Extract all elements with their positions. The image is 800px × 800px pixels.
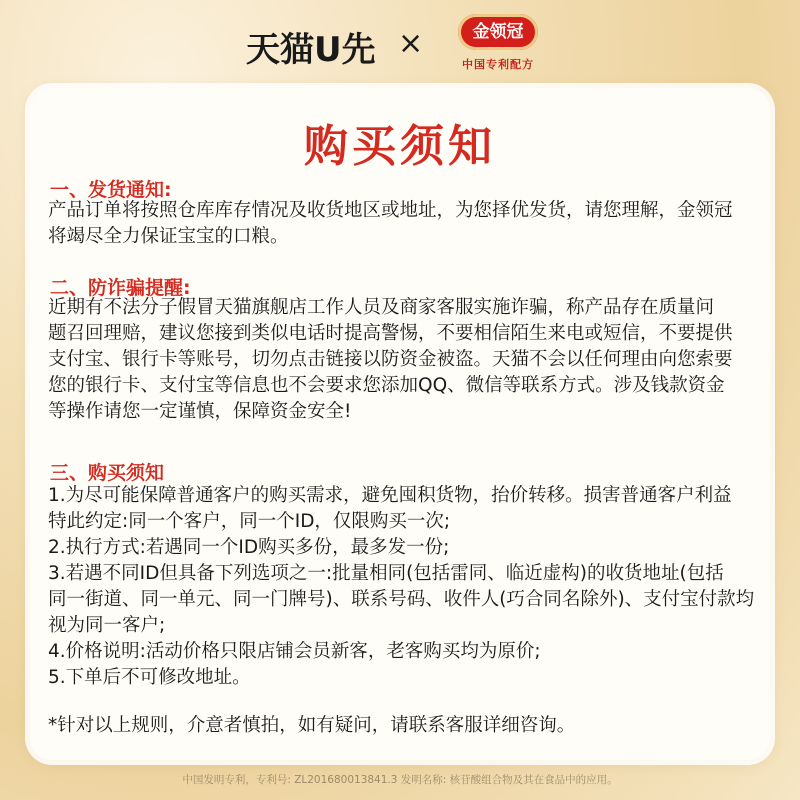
note-text: *针对以上规则，介意者慎拍，如有疑问，请联系客服详细咨询。 <box>48 715 576 736</box>
text-line: 3.若遇不同ID但具备下列选项之一:批量相同(包括雷同、临近虚构)的收货地址(包括 <box>48 563 724 584</box>
text-line: 近期有不法分子假冒天猫旗舰店工作人员及商家客服实施诈骗，称产品存在质量问 <box>48 297 715 318</box>
jinlingguan-badge: 金领冠 <box>458 14 538 50</box>
text-line: 4.价格说明:活动价格只限店铺会员新客，老客购买均为原价; <box>48 641 541 662</box>
text-line: 支付宝、银行卡等账号，切勿点击链接以防资金被盗。天猫不会以任何理由向您索要 <box>48 349 733 370</box>
section-body-anti-fraud <box>48 295 756 425</box>
text-line: 等操作请您一定谨慎，保障资金安全! <box>48 401 352 422</box>
text-line: 特此约定:同一个客户，同一个ID，仅限购买一次; <box>48 511 451 532</box>
text-line: 题召回理赔，建议您接到类似电话时提高警惕，不要相信陌生来电或短信，不要提供 <box>48 323 733 344</box>
patent-footer: 中国发明专利，专利号: ZL201680013841.3 发明名称: 核苷酸组合物及其在食品中的应用。 <box>182 774 618 786</box>
disclaimer-note <box>48 713 756 739</box>
text-line: 您的银行卡、支付宝等信息也不会要求您添加QQ、微信等联系方式。涉及钱款资金 <box>48 375 725 396</box>
collaboration-times-icon: × <box>398 26 424 61</box>
text-line: 同一街道、同一单元、同一门牌号)、联系号码、收件人(巧合同名除外)、支付宝付款均 <box>48 589 755 610</box>
tmall-u-first-logo: 天猫U先 <box>246 30 376 70</box>
section-heading-purchase: 三、购买须知 <box>50 462 165 484</box>
header <box>0 0 800 86</box>
text-line: 5.下单后不可修改地址。 <box>48 667 251 688</box>
text-line: 2.执行方式:若遇同一个ID购买多份，最多发一份; <box>48 537 450 558</box>
notice-card <box>30 88 770 760</box>
section-body-purchase <box>48 483 756 691</box>
text-line: 产品订单将按照仓库库存情况及收货地区或地址，为您择优发货，请您理解，金领冠 <box>48 200 733 221</box>
jinlingguan-tagline: 中国专利配方 <box>462 58 534 71</box>
section-body-shipping <box>48 198 756 250</box>
section-heading-shipping: 一、发货通知: <box>50 179 172 201</box>
text-line: 1.为尽可能保障普通客户的购买需求，避免囤积货物，抬价转移。损害普通客户利益 <box>48 485 732 506</box>
text-line: 视为同一客户; <box>48 615 166 636</box>
section-heading-anti-fraud: 二、防诈骗提醒: <box>50 277 191 299</box>
page-title: 购买须知 <box>304 121 496 172</box>
text-line: 将竭尽全力保证宝宝的口粮。 <box>48 226 289 247</box>
jinlingguan-logo <box>450 14 546 78</box>
